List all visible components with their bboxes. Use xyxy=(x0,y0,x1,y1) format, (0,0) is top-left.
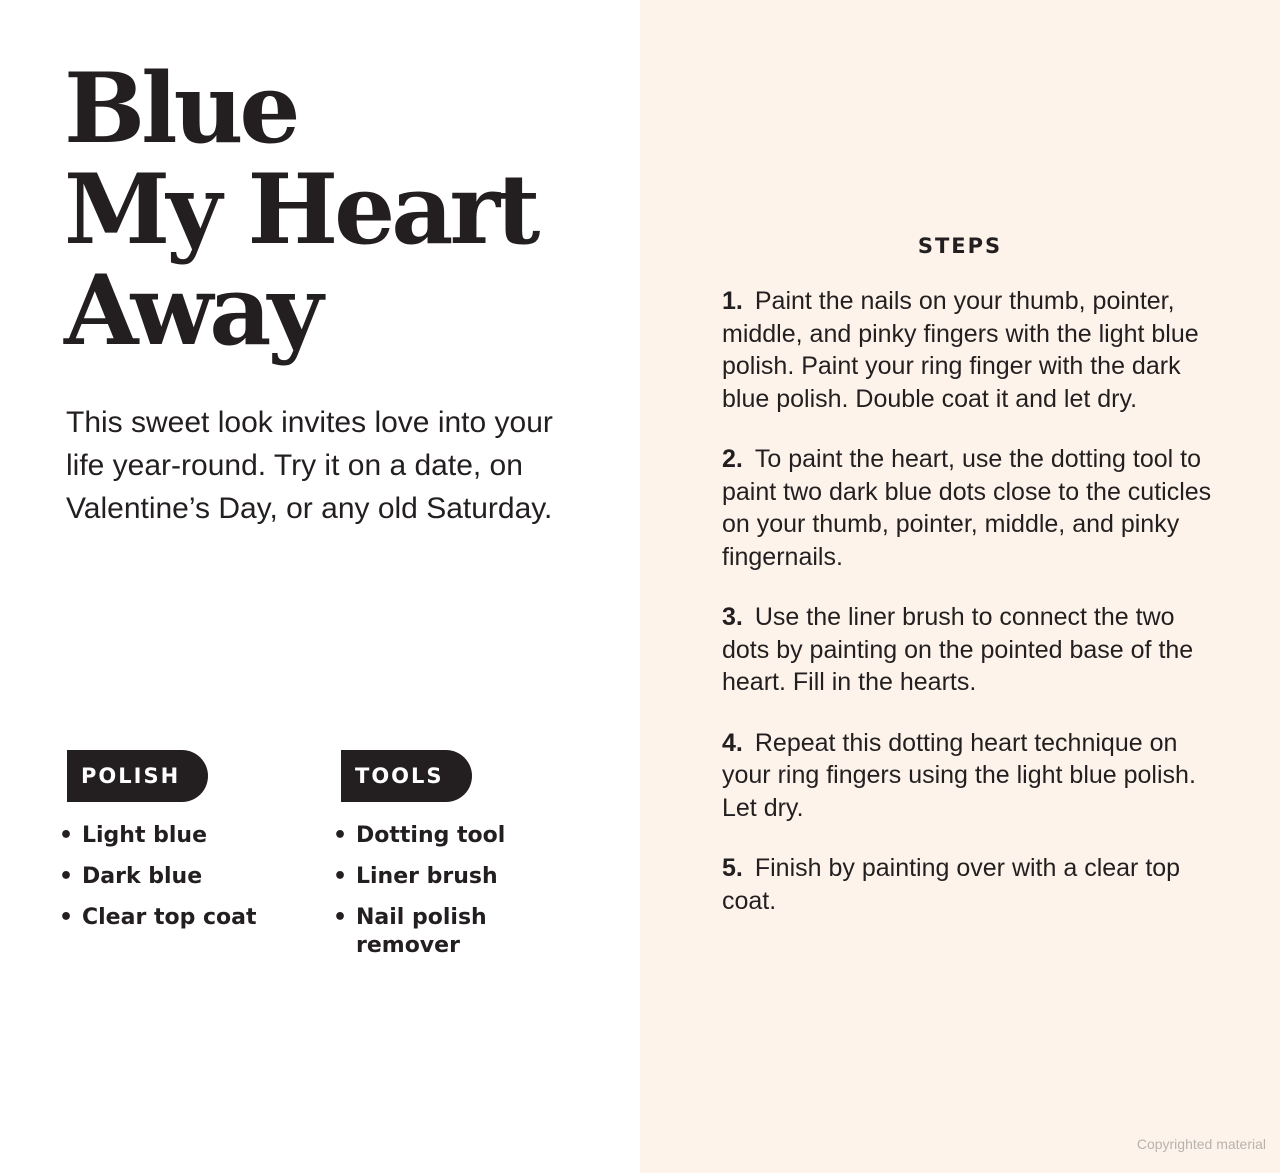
polish-heading: POLISH xyxy=(67,750,208,802)
step-text: Paint the nails on your thumb, pointer, middle, and pinky fingers with the light blue polish. Paint your ring finger with the dark blue polish. Double coat it and let dry. xyxy=(722,287,1199,413)
tools-list xyxy=(341,822,505,960)
title-line-1: Blue xyxy=(64,52,297,165)
step-item xyxy=(722,852,1212,917)
list-item: • Dotting tool xyxy=(341,822,505,850)
title-line-3: Away xyxy=(64,254,320,367)
step-item xyxy=(722,443,1212,573)
step-text: Repeat this dotting heart technique on your ring fingers using the light blue polish. Let dry. xyxy=(722,728,1196,822)
list-item: • Light blue xyxy=(67,822,257,850)
list-item: • Nail polish remover xyxy=(341,904,491,960)
step-number: 4. xyxy=(722,728,743,757)
list-item: • Clear top coat xyxy=(67,904,257,932)
steps-heading: STEPS xyxy=(917,234,1003,258)
title-line-2: My Heart xyxy=(64,153,537,266)
copyright-footer: Copyrighted material xyxy=(1136,1136,1266,1152)
step-item xyxy=(722,727,1212,825)
step-item xyxy=(722,601,1212,699)
step-number: 3. xyxy=(722,603,743,631)
polish-list xyxy=(67,822,257,932)
step-item xyxy=(722,285,1212,415)
tools-heading: TOOLS xyxy=(341,750,472,802)
polish-section xyxy=(67,750,257,945)
list-item: • Dark blue xyxy=(67,863,257,891)
list-item: • Liner brush xyxy=(341,863,505,891)
step-text: Use the liner brush to connect the two dots by painting on the pointed base of the heart. Fill in the hearts. xyxy=(722,603,1194,696)
step-number: 2. xyxy=(722,445,743,473)
page-title xyxy=(64,52,604,367)
step-number: 1. xyxy=(722,287,743,315)
steps-list xyxy=(722,285,1212,945)
step-text: Finish by painting over with a clear top coat. xyxy=(722,854,1181,915)
step-text: To paint the heart, use the dotting tool to paint two dark blue dots close to the cuticles on your thumb, pointer, middle, and pinky fingernails. xyxy=(722,445,1212,571)
intro-paragraph: This sweet look invites love into your life year-round. Try it on a date, on Valentine’s Day, or any old Saturday. xyxy=(66,406,553,525)
step-number: 5. xyxy=(722,854,743,882)
tools-section xyxy=(341,750,505,973)
